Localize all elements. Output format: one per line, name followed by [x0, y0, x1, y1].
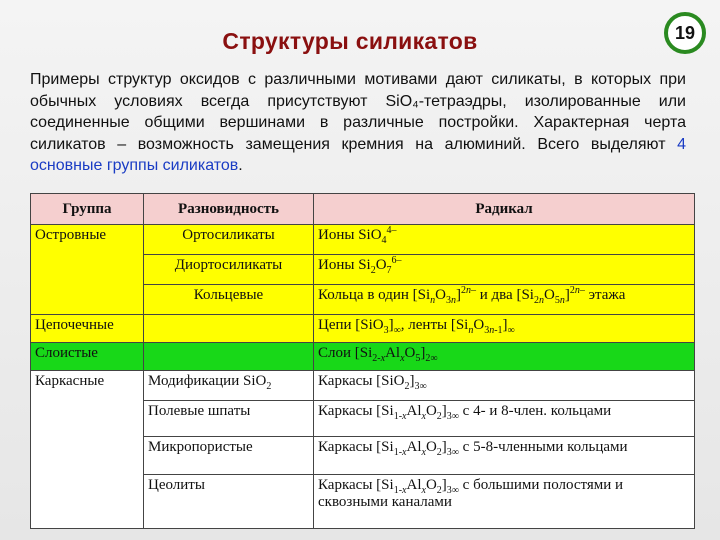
intro-highlight: 4 основные группы силикатов [30, 135, 686, 174]
radical-cell: Каркасы $[Si_{1-x}Al_xO_2]_{3\infty}$ с большими полостями и сквозными каналами [314, 475, 695, 529]
variety-cell: Ортосиликаты [144, 225, 314, 255]
radical-cell: Кольца в один $[Si_nO_{3n}]^{2n-}$ и два $[Si_{2n}O_{5n}]^{2n-}$ этажа [314, 285, 695, 315]
variety-cell: Полевые шпаты [144, 401, 314, 437]
header-variety: Разновидность [144, 194, 314, 225]
group-cell-empty [31, 437, 144, 475]
table-row [31, 437, 695, 475]
group-cell-frame: Каркасные [31, 371, 144, 401]
table-row [31, 371, 695, 401]
variety-cell [144, 343, 314, 371]
group-cell-island: Островные [31, 225, 144, 255]
group-cell-layer: Слоистые [31, 343, 144, 371]
radical-cell: Цепи $[SiO_3]_\infty$, ленты $[Si_nO_{3n-1}]_\infty$ [314, 315, 695, 343]
slide-title: Структуры силикатов [222, 28, 478, 54]
group-cell-chain: Цепочечные [31, 315, 144, 343]
table-row [31, 285, 695, 315]
intro-text-end: . [238, 157, 243, 174]
group-cell-empty [31, 401, 144, 437]
header-group: Группа [31, 194, 144, 225]
group-cell-empty [31, 255, 144, 285]
radical-cell: Ионы $Si_2O_7^{6-}$ [314, 255, 695, 285]
variety-cell: Микропористые [144, 437, 314, 475]
variety-cell: Кольцевые [144, 285, 314, 315]
radical-cell: Каркасы $[Si_{1-x}Al_xO_2]_{3\infty}$ с 5-8-членными кольцами [314, 437, 695, 475]
table-row [31, 255, 695, 285]
group-cell-empty [31, 285, 144, 315]
variety-cell: Модификации SiO$_2$ [144, 371, 314, 401]
table-row [31, 315, 695, 343]
radical-cell: Каркасы $[SiO_2]_{3\infty}$ [314, 371, 695, 401]
silicate-groups-table [30, 193, 695, 529]
radical-cell: Ионы SiO$_4^{4-}$ [314, 225, 695, 255]
table-row [31, 225, 695, 255]
variety-cell: Диортосиликаты [144, 255, 314, 285]
table-row [31, 343, 695, 371]
table-row [31, 401, 695, 437]
intro-text: Примеры структур оксидов с различными мотивами дают силикаты, в которых при обычных условиях всегда присутствуют SiO₄-тетраэдры, изолированные или соединенные общими вершинами в различные постройки. Характерная черта силикатов – возможность замещения кремния на алюминий. Всего выделяют [30, 71, 686, 153]
group-cell-empty [31, 475, 144, 529]
table-row [31, 475, 695, 529]
radical-cell: Слои $[Si_{2-x}Al_xO_5]_{2\infty}$ [314, 343, 695, 371]
table-header-row [31, 194, 695, 225]
intro-paragraph [30, 69, 686, 177]
page-number-badge: 19 [664, 12, 706, 54]
variety-cell [144, 315, 314, 343]
radical-cell: Каркасы $[Si_{1-x}Al_xO_2]_{3\infty}$ с 4- и 8-член. кольцами [314, 401, 695, 437]
variety-cell: Цеолиты [144, 475, 314, 529]
header-radical: Радикал [314, 194, 695, 225]
